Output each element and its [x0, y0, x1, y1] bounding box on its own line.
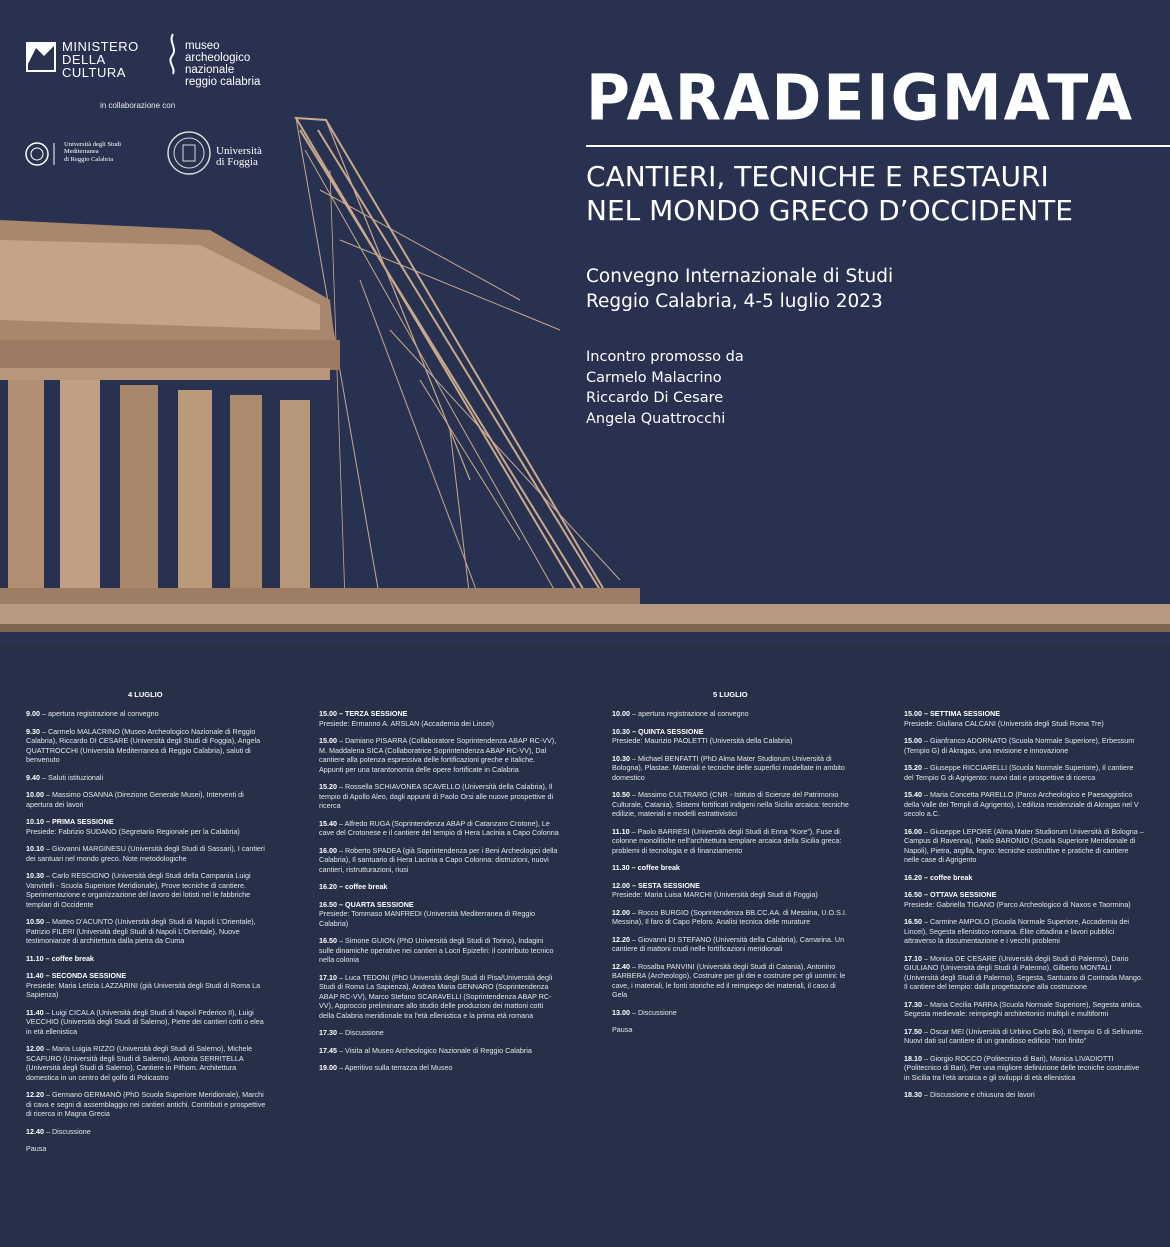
unimed-seal-icon [24, 141, 60, 167]
entry-text: – Alfredo RUGA (Soprintendenza ABAP di Catanzaro Crotone), Le cave del Crotonese e il cantiere del tempio di Hera Lacinia a Capo Colonna [319, 818, 559, 837]
subtitle-line: CANTIERI, TECNICHE E RESTAURI [586, 160, 1049, 193]
entry-time: 17.10 [904, 953, 922, 963]
entry-time: 16.00 [904, 826, 922, 836]
entry-time: 15.20 [319, 782, 337, 791]
program-entry [612, 754, 852, 783]
entry-session: – SETTIMA SESSIONE [924, 709, 1001, 718]
entry-text: – Monica DE CESARE (Università degli Studi di Palermo), Dario GIULIANO (Università degli Studi di Palermo), Gilberto MONTALI (Università degli Studi di Palermo), Segesta, Santuario di Contrada Mango. Il cantiere del tempio: dalla progettazione alla costruzione [904, 953, 1143, 991]
program-entry [612, 1008, 852, 1018]
entry-session: – SECONDA SESSIONE [45, 971, 127, 980]
logo-line: CULTURA [62, 65, 126, 80]
logo-line: archeologico [185, 52, 251, 65]
entry-time: 12.00 [612, 880, 630, 890]
entry-time: 17.50 [904, 1026, 922, 1036]
entry-time: 15.00 [904, 736, 922, 745]
entry-session: – coffee break [631, 863, 680, 872]
program-entry [26, 844, 266, 863]
program-entry [904, 1054, 1144, 1083]
entry-text: – Rosalba PANVINI (Università degli Studi di Catania), Antonino BARBERA (Archeologo), Costruire per gli dei e costruire per gli uomini: le cave, i materiali, le fonti storiche ed il reimpiego dei materiali, il caso di Gela [612, 961, 846, 999]
entry-text: – Carmine AMPOLO (Scuola Normale Superiore, Accademia dei Lincei), Segesta ellenistico-romana. Élite cittadina e lavori pubblici attraverso la documentazione e i vecchi problemi [904, 917, 1129, 945]
entry-time: 12.40 [612, 961, 630, 971]
entry-time: 10.50 [612, 790, 630, 799]
program-entry [26, 917, 266, 946]
entry-time: 17.45 [319, 1045, 337, 1055]
entry-time: 9.40 [26, 772, 40, 782]
entry-time: 11.10 [612, 826, 630, 836]
entry-text: – Germano GERMANÒ (PhD Scuola Superiore Meridionale), Marchi di cava e segni di assemblaggio nei cantieri antichi. Contributi e prospettive di ricerca in Magna Grecia [26, 1090, 266, 1118]
logo-line: Università degli Studi [64, 141, 122, 148]
entry-time: 15.00 [904, 709, 922, 718]
program-entry [904, 763, 1144, 782]
program-entry [904, 1000, 1144, 1019]
program-entry [904, 890, 1144, 909]
entry-text: – Giovanni MARGINESU (Università degli Studi di Sassari), I cantieri dei santuari nel mondo greco. Note metodologiche [26, 844, 265, 863]
entry-text: Presiede: Maria Luisa MARCHI (Università degli Studi di Foggia) [612, 890, 818, 899]
program-entry [904, 827, 1144, 865]
program-entry [26, 1090, 266, 1119]
entry-text: – Paolo BARRESI (Università degli Studi di Enna “Kore”), Fuse di colonne monolitiche nell’architettura templare arcaica della Sicilia greca: problemi di tecnologia e di finanziamento [612, 826, 842, 855]
temple-icon [0, 220, 1170, 632]
entry-time: 11.10 [26, 953, 44, 963]
entry-time: 10.30 [26, 871, 44, 880]
program-entry [904, 709, 1144, 728]
program-entry [612, 790, 852, 819]
program-entry [612, 935, 852, 954]
entry-time: 17.30 [319, 1028, 337, 1037]
program-entry [612, 727, 852, 746]
program-entry [904, 1090, 1144, 1100]
program-entry [26, 1144, 266, 1154]
title-divider [586, 145, 1170, 147]
page-title: PARADEIGMATA [586, 62, 1135, 136]
entry-text: – Discussione [46, 1126, 91, 1136]
museo-logo-text [185, 40, 275, 88]
entry-text: – Aperitivo sulla terrazza del Museo [339, 1063, 453, 1072]
entry-time: 15.00 [319, 709, 337, 718]
entry-text: Presiede: Fabrizio SUDANO (Segretario Regionale per la Calabria) [26, 826, 240, 836]
entry-time: 12.00 [612, 907, 630, 917]
entry-text: – Giuseppe LEPORE (Alma Mater Studiorum Università di Bologna – Campus di Ravenna), Paolo BARONIO (Scuola Superiore Meridionale di Napoli), Pietra, argilla, legno: tecniche costruttive e pratiche di cantiere nelle case di Agrigento [904, 826, 1144, 864]
entry-time: 17.30 [904, 999, 922, 1009]
program-column-1 [26, 709, 266, 1162]
entry-time: 10.10 [26, 844, 44, 853]
program-entry [319, 882, 559, 892]
entry-text: – Discussione [339, 1028, 384, 1037]
entry-text: – Giorgio ROCCO (Politecnico di Bari), Monica LIVADIOTTI (Politecnico di Bari), Per una migliore definizione delle tecniche costruttive in Sicilia tra l’età arcaica e gli sviluppi di età ellenistica [904, 1053, 1140, 1082]
program-entry [319, 900, 559, 929]
entry-time: 16.50 [904, 917, 922, 926]
entry-text: – Maria Luigia RIZZO (Università degli Studi di Salerno), Michele SCAFURO (Università degli Studi di Salerno), Antonia SERRITELLA (Università degli Studi di Salerno), Cantiere in Pithom. Architettura domestica in un centro del golfo di Policastro [26, 1044, 253, 1082]
entry-text: – Damiano PISARRA (Collaboratore Soprintendenza ABAP RC-VV), M. Maddalena SICA (Collaboratrice Soprintendenza ABAP RC-VV), Dal cantiere alla potenza espressiva delle fortificazioni greche e italiche. Appunti per una tarantonomia delle opere fortificate in Calabria [319, 736, 557, 774]
logo-line: di Foggia [216, 156, 258, 168]
ministero-cultura-logo-icon [26, 42, 56, 72]
program-entry [319, 973, 559, 1021]
entry-time: 16.50 [319, 899, 337, 909]
crane-icon [296, 118, 620, 605]
entry-text: – Rocco BURGIO (Soprintendenza BB.CC.AA. di Messina, U.O.S.I. Messina), Il faro di Capo Peloro. Analisi tecnica delle murature [612, 907, 847, 926]
entry-text: – Maria Concetta PARELLO (Parco Archeologico e Paesaggistico della Valle dei Templi di Agrigento), L’edilizia residenziale di Akragas nel V secolo a.C. [904, 790, 1139, 818]
entry-session: – OTTAVA SESSIONE [924, 890, 997, 899]
entry-time: 12.40 [26, 1126, 44, 1136]
unifg-seal-icon [166, 130, 212, 176]
entry-session: – coffee break [339, 882, 388, 891]
entry-session: – PRIMA SESSIONE [46, 817, 114, 826]
program-entry [612, 863, 852, 873]
entry-text: Presiede: Maria Letizia LAZZARINI (già Università degli Studi di Roma La Sapienza) [26, 980, 261, 999]
entry-time: 16.50 [904, 890, 922, 899]
program-entry [319, 936, 559, 965]
program-entry [904, 1027, 1144, 1046]
entry-session: – TERZA SESSIONE [339, 709, 408, 718]
program-entry [26, 971, 266, 1000]
program-entry [26, 1127, 266, 1137]
entry-text: Pausa [26, 1144, 47, 1153]
logo-line: DELLA [62, 52, 106, 67]
entry-time: 11.40 [26, 1007, 44, 1017]
program-entry [904, 954, 1144, 992]
entry-text: – Giuseppe RICCIARELLI (Scuola Normale Superiore), Il cantiere del Tempio G di Agrigento: nuovi dati e prospettive di ricerca [904, 763, 1134, 782]
entry-text: – Simone GUION (PhD Università degli Studi di Torino), Indagini sulle dinamiche operative nei cantieri a Locri Epizefiri: il contributo tecnico nella colonia [319, 936, 554, 964]
entry-time: 19.00 [319, 1063, 337, 1072]
entry-text: – Rossella SCHIAVONEA SCAVELLO (Università della Calabria), Il tempio di Apollo Aleo, dagli appunti di Paolo Orsi alle nuove prospettive di ricerca [319, 782, 554, 810]
entry-text: – Discussione e chiusura dei lavori [924, 1090, 1035, 1099]
entry-text: – Gianfranco ADORNATO (Scuola Normale Superiore), Erbessum (Tempio G) di Akragas, una revisione e innovazione [904, 736, 1135, 755]
program-entry [612, 827, 852, 856]
program-entry [319, 1046, 559, 1056]
entry-time: 16.50 [319, 936, 337, 945]
entry-text: – apertura registrazione al convegno [42, 709, 159, 718]
entry-time: 15.20 [904, 763, 922, 772]
day-heading-5-luglio: 5 LUGLIO [713, 690, 748, 699]
program-entry [26, 727, 266, 765]
entry-time: 15.40 [904, 790, 922, 799]
entry-time: 12.20 [612, 934, 630, 944]
entry-text: – Carmelo MALACRINO (Museo Archeologico Nazionale di Reggio Calabria), Riccardo DI CESARE (Università degli Studi di Foggia), Angela QUATTROCCHI (Università Mediterranea di Reggio Calabria), saluti di benvenuto [26, 726, 261, 764]
entry-text: – Saluti istituzionali [42, 772, 104, 782]
conference-line: Convegno Internazionale di Studi [586, 266, 894, 287]
program-entry [26, 1008, 266, 1037]
entry-text: Presiede: Giuliana CALCANI (Università degli Studi Roma Tre) [904, 718, 1104, 728]
entry-text: – Maria Cecilia PARRA (Scuola Normale Superiore), Segesta antica, Segesta medievale: reimpieghi architettonici multipli e multiformi [904, 999, 1142, 1018]
program-entry [26, 1044, 266, 1082]
promoters [586, 347, 744, 429]
program-entry [319, 782, 559, 811]
entry-time: 15.00 [319, 736, 337, 745]
entry-time: 12.00 [26, 1044, 44, 1053]
entry-text: – Carlo RESCIGNO (Università degli Studi della Campania Luigi Vanvitelli - Scuola Superiore Meridionale), Prove tecniche di cantiere. Sperimentazione e organizzazione del lavoro dei lotisti nel le fabbriche templari di Occidente [26, 871, 251, 909]
logo-line: MINISTERO [62, 39, 139, 54]
program-entry [904, 917, 1144, 946]
program-entry [26, 790, 266, 809]
entry-text: – Oscar MEI (Università di Urbino Carlo Bo), Il tempio G di Selinunte. Nuovi dati sul cantiere di un grandioso edificio “non finito” [904, 1026, 1144, 1045]
entry-text: – Luigi CICALA (Università degli Studi di Napoli Federico II), Luigi VECCHIO (Università degli Studi di Salerno), Pietre dei cantieri cotti o elea in età ellenistica [26, 1007, 264, 1036]
entry-text: Presiede: Tommaso MANFREDI (Università Mediterranea di Reggio Calabria) [319, 909, 535, 928]
logo-line: Mediterranea [64, 148, 99, 156]
entry-time: 9.00 [26, 709, 40, 718]
ministero-cultura-logo-text [62, 40, 142, 79]
entry-text: Presiede: Ermanno A. ARSLAN (Accademia dei Lincei) [319, 718, 494, 728]
subtitle-line: NEL MONDO GRECO D’OCCIDENTE [586, 194, 1073, 228]
program-entry [612, 908, 852, 927]
program-entry [26, 871, 266, 909]
conference-info [586, 265, 893, 315]
unimed-logo-text [64, 141, 144, 163]
entry-time: 16.00 [319, 845, 337, 855]
program-entry [26, 817, 266, 836]
entry-time: 13.00 [612, 1007, 630, 1017]
entry-text: – Matteo D’ACUNTO (Università degli Studi di Napoli L’Orientale), Patrizio FILERI (Università degli Studi di Napoli L’Orientale), Nuove testimonianze di architettura dalla pietra da Cuma [26, 917, 256, 945]
entry-time: 17.10 [319, 972, 337, 982]
program-entry [319, 819, 559, 838]
entry-text: – Roberto SPADEA (già Soprintendenza per i Beni Archeologici della Calabria), Il santuario di Hera Lacinia a Capo Colonna: distruzioni, nuovi cantieri, ristrutturazioni, riusi [319, 845, 558, 874]
program-entry [904, 736, 1144, 755]
entry-text: – Discussione [632, 1007, 677, 1017]
entry-text: – Giovanni DI STEFANO (Università della Calabria), Camarina. Un cantiere di mattoni crudi nelle fortificazioni meridionali [612, 934, 845, 953]
entry-time: 10.30 [612, 753, 630, 763]
entry-time: 10.00 [26, 790, 44, 799]
logo-line: nazionale [185, 64, 235, 77]
program-column-3 [612, 709, 852, 1043]
promoter-name: Angela Quattrocchi [586, 410, 726, 427]
entry-session: – QUINTA SESSIONE [632, 726, 704, 736]
museo-logo-icon [164, 32, 182, 76]
entry-time: 12.20 [26, 1090, 44, 1099]
promoter-name: Carmelo Malacrino [586, 369, 722, 386]
program-entry [319, 709, 559, 728]
program-entry [319, 846, 559, 875]
entry-text: Presiede: Gabriella TIGANO (Parco Archeologico di Naxos e Taormina) [904, 899, 1131, 909]
entry-text: – Luca TEDONI (PhD Università degli Studi di Pisa/Università degli Studi di Roma La Sapienza), Andrea Maria GENNARO (Soprintendenza ABAP RC-VV), Marco Stefano SCARAVELLI (Soprintendenza ABAP RC-VV), Approccio preliminare allo studio delle produzioni dei mattoni cotti della Calabria meridionale tra l’età ellenistica e la prima età romana [319, 972, 553, 1020]
entry-text: – Massimo OSANNA (Direzione Generale Musei), Interventi di apertura dei lavori [26, 790, 244, 809]
entry-text: – apertura registrazione al convegno [632, 709, 749, 718]
promoter-name: Riccardo Di Cesare [586, 390, 724, 407]
program-entry [26, 773, 266, 783]
entry-time: 10.10 [26, 817, 44, 826]
entry-time: 10.30 [612, 726, 630, 736]
promoters-label: Incontro promosso da [586, 349, 744, 365]
subtitle [586, 160, 1073, 228]
entry-text: – Massimo CULTRARO (CNR - Istituto di Scienze del Patrimonio Culturale, Catania), Sistemi fortificati indigeni nella Sicilia arcaica: tecniche edilizie, materiali e modelli estrattivistici [612, 790, 849, 818]
program-entry [26, 954, 266, 964]
entry-text: – Michael BENFATTI (PhD Alma Mater Studiorum Università di Bologna), Plastae. Materiali e tecniche delle superfici modellate in ambito domestico [612, 753, 845, 782]
program-column-2 [319, 709, 559, 1081]
entry-time: 18.10 [904, 1053, 922, 1063]
program-entry [612, 1025, 852, 1035]
entry-time: 9.30 [26, 726, 40, 736]
conference-date: Reggio Calabria, 4-5 luglio 2023 [586, 290, 883, 312]
program-entry [904, 790, 1144, 819]
logo-line: museo [185, 40, 220, 52]
program-section [0, 645, 1170, 1247]
program-entry [319, 736, 559, 774]
entry-text: Pausa [612, 1025, 633, 1034]
entry-session: – SESTA SESSIONE [632, 880, 700, 890]
program-entry [612, 709, 852, 719]
program-column-4 [904, 709, 1144, 1108]
entry-time: 11.30 [612, 863, 630, 872]
entry-time: 10.00 [612, 709, 630, 718]
collaboration-label: in collaborazione con [100, 101, 176, 110]
entry-session: – coffee break [45, 953, 94, 963]
unifg-logo-text [216, 146, 276, 168]
program-entry [26, 709, 266, 719]
program-entry [319, 1063, 559, 1073]
program-entry [904, 873, 1144, 883]
day-heading-4-luglio: 4 LUGLIO [128, 690, 163, 699]
logo-line: reggio calabria [185, 76, 261, 89]
entry-session: – coffee break [924, 872, 973, 882]
entry-time: 15.40 [319, 818, 337, 828]
program-entry [612, 881, 852, 900]
logo-line: Università [216, 145, 262, 157]
entry-time: 10.50 [26, 917, 44, 926]
entry-time: 16.20 [904, 872, 922, 882]
entry-session: – QUARTA SESSIONE [339, 899, 414, 909]
logo-line: di Reggio Calabria [64, 155, 114, 163]
entry-text: Presiede: Maurizio PAOLETTI (Università della Calabria) [612, 736, 793, 745]
entry-text: – Visita al Museo Archeologico Nazionale di Reggio Calabria [339, 1045, 532, 1055]
program-entry [319, 1028, 559, 1038]
entry-time: 11.40 [26, 971, 44, 980]
entry-time: 18.30 [904, 1090, 922, 1099]
program-entry [612, 962, 852, 1000]
entry-time: 16.20 [319, 882, 337, 891]
